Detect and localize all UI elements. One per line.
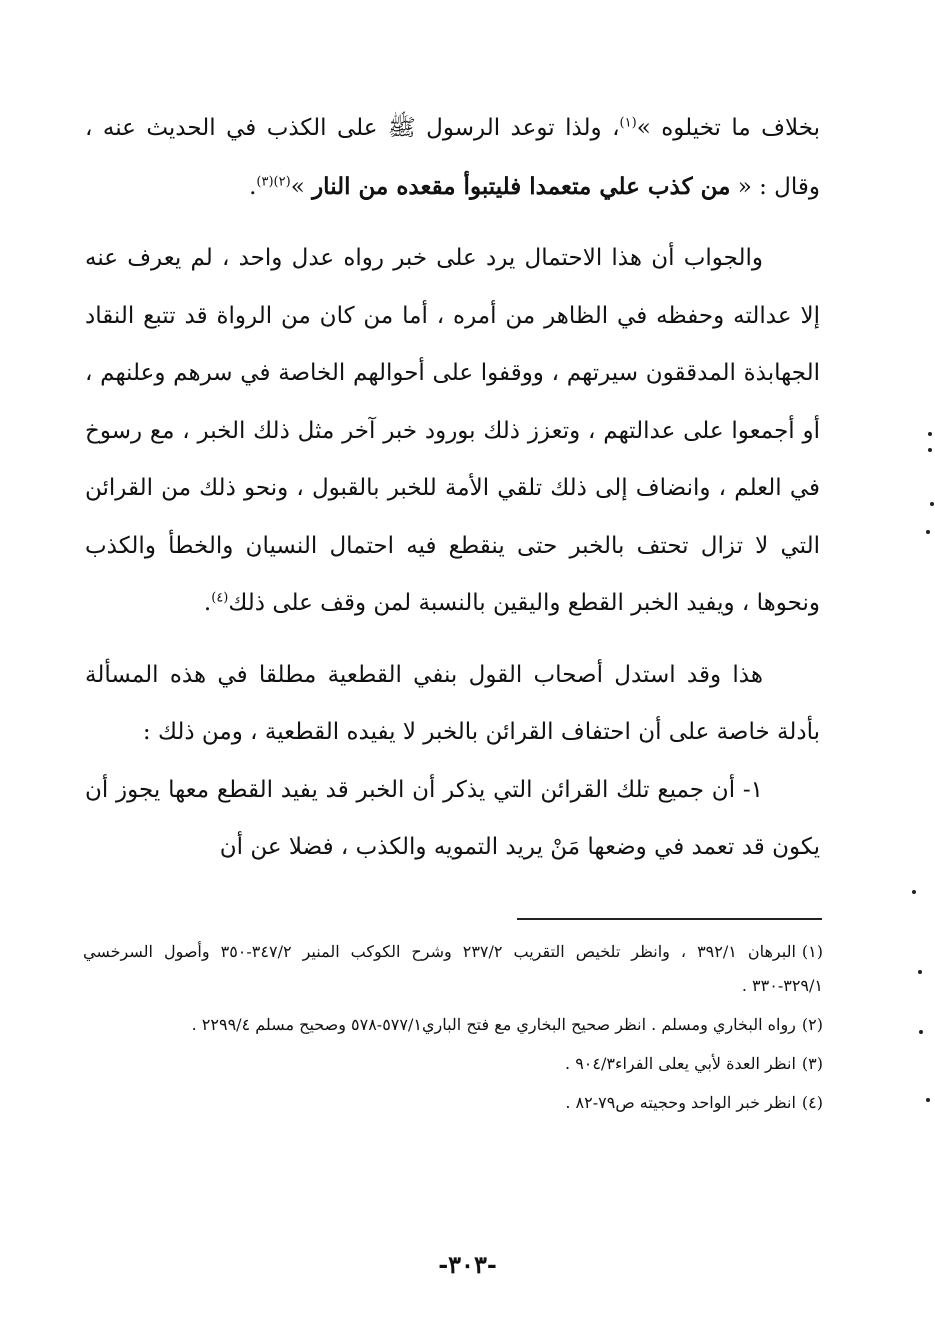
- page-number: -٣٠٣-: [438, 1250, 497, 1279]
- text-segment: ، ولذا توعد الرسول ﷺ على الكذب في الحديث عنه ، وقال : «: [85, 115, 820, 200]
- paragraph-3: [85, 647, 820, 762]
- text-segment: هذا وقد استدل أصحاب القول بنفي القطعية مطلقا في هذه المسألة بأدلة خاصة على أن احتفاف القرائن بالخبر لا يفيده القطعية ، ومن ذلك :: [85, 661, 820, 745]
- footnote-text: انظر العدة لأبي يعلى الفراء٩٠٤/٣ .: [565, 1054, 796, 1073]
- text-segment: .: [249, 173, 257, 200]
- footnote-4: [83, 1086, 823, 1120]
- scan-speck: [919, 1030, 923, 1034]
- footnote-marker: (٢)(٣): [256, 173, 291, 189]
- hadith-quote: من كذب علي متعمدا فليتبوأ مقعده من النار: [312, 172, 731, 200]
- footnote-number: (٤): [801, 1093, 823, 1112]
- main-text: [85, 100, 820, 877]
- paragraph-1: [85, 100, 820, 216]
- paragraph-2: [85, 230, 820, 633]
- footnote-marker: (٤): [211, 590, 229, 606]
- footnote-1: [83, 935, 823, 1003]
- footnote-text: انظر خبر الواحد وحجيته ص٧٩-٨٢ .: [565, 1093, 796, 1112]
- text-segment: .: [203, 590, 212, 616]
- footnotes: [83, 935, 823, 1125]
- text-segment: ١- أن جميع تلك القرائن التي يذكر أن الخبر قد يفيد القطع معها يجوز أن يكون قد تعمد في وضعها مَنْ يريد التمويه والكذب ، فضلا عن أن: [85, 776, 820, 860]
- footnote-number: (٣): [801, 1054, 823, 1073]
- scan-speck: [930, 502, 934, 506]
- text-segment: بخلاف ما تخيلوه »: [636, 115, 820, 141]
- text-segment: »: [290, 173, 313, 200]
- scan-speck: [912, 890, 916, 894]
- scan-speck: [928, 432, 932, 436]
- footnote-separator: [517, 918, 822, 920]
- footnote-number: (١): [801, 942, 823, 961]
- scan-speck: [918, 970, 922, 974]
- scan-speck: [928, 448, 932, 452]
- footnote-text: البرهان ٣٩٢/١ ، وانظر تلخيص التقريب ٢٣٧/٢ وشرح الكوكب المنير ٣٤٧/٢-٣٥٠ وأصول السرخسي ٣٢٩/١-٣٣٠ .: [83, 942, 823, 995]
- footnote-marker: (١): [619, 115, 637, 131]
- paragraph-4: [85, 762, 820, 877]
- footnote-number: (٢): [801, 1015, 823, 1034]
- footnote-text: رواه البخاري ومسلم . انظر صحيح البخاري مع فتح الباري٥٧٧/١-٥٧٨ وصحيح مسلم ٢٢٩٩/٤ .: [191, 1015, 796, 1034]
- text-segment: والجواب أن هذا الاحتمال يرد على خبر رواه عدل واحد ، لم يعرف عنه إلا عدالته وحفظه في الظاهر من أمره ، أما من كان من الرواة قد تتبع النقاد الجهابذة المدققون سيرتهم ، ووقفوا على أحوالهم الخاصة في سرهم وعلنهم ، أو أجمعوا على عدالتهم ، وتعزز ذلك بورود خبر آخر مثل ذلك الخبر ، مع رسوخ في العلم ، وانضاف إلى ذلك تلقي الأمة للخبر بالقبول ، ونحو ذلك من القرائن التي لا تزال تحتف بالخبر حتى ينقطع فيه احتمال النسيان والخطأ والكذب ونحوها ، ويفيد الخبر القطع واليقين بالنسبة لمن وقف على ذلك: [85, 245, 820, 616]
- scan-speck: [926, 1098, 930, 1102]
- footnote-3: [83, 1047, 823, 1081]
- footnote-2: [83, 1008, 823, 1042]
- scan-speck: [926, 530, 930, 534]
